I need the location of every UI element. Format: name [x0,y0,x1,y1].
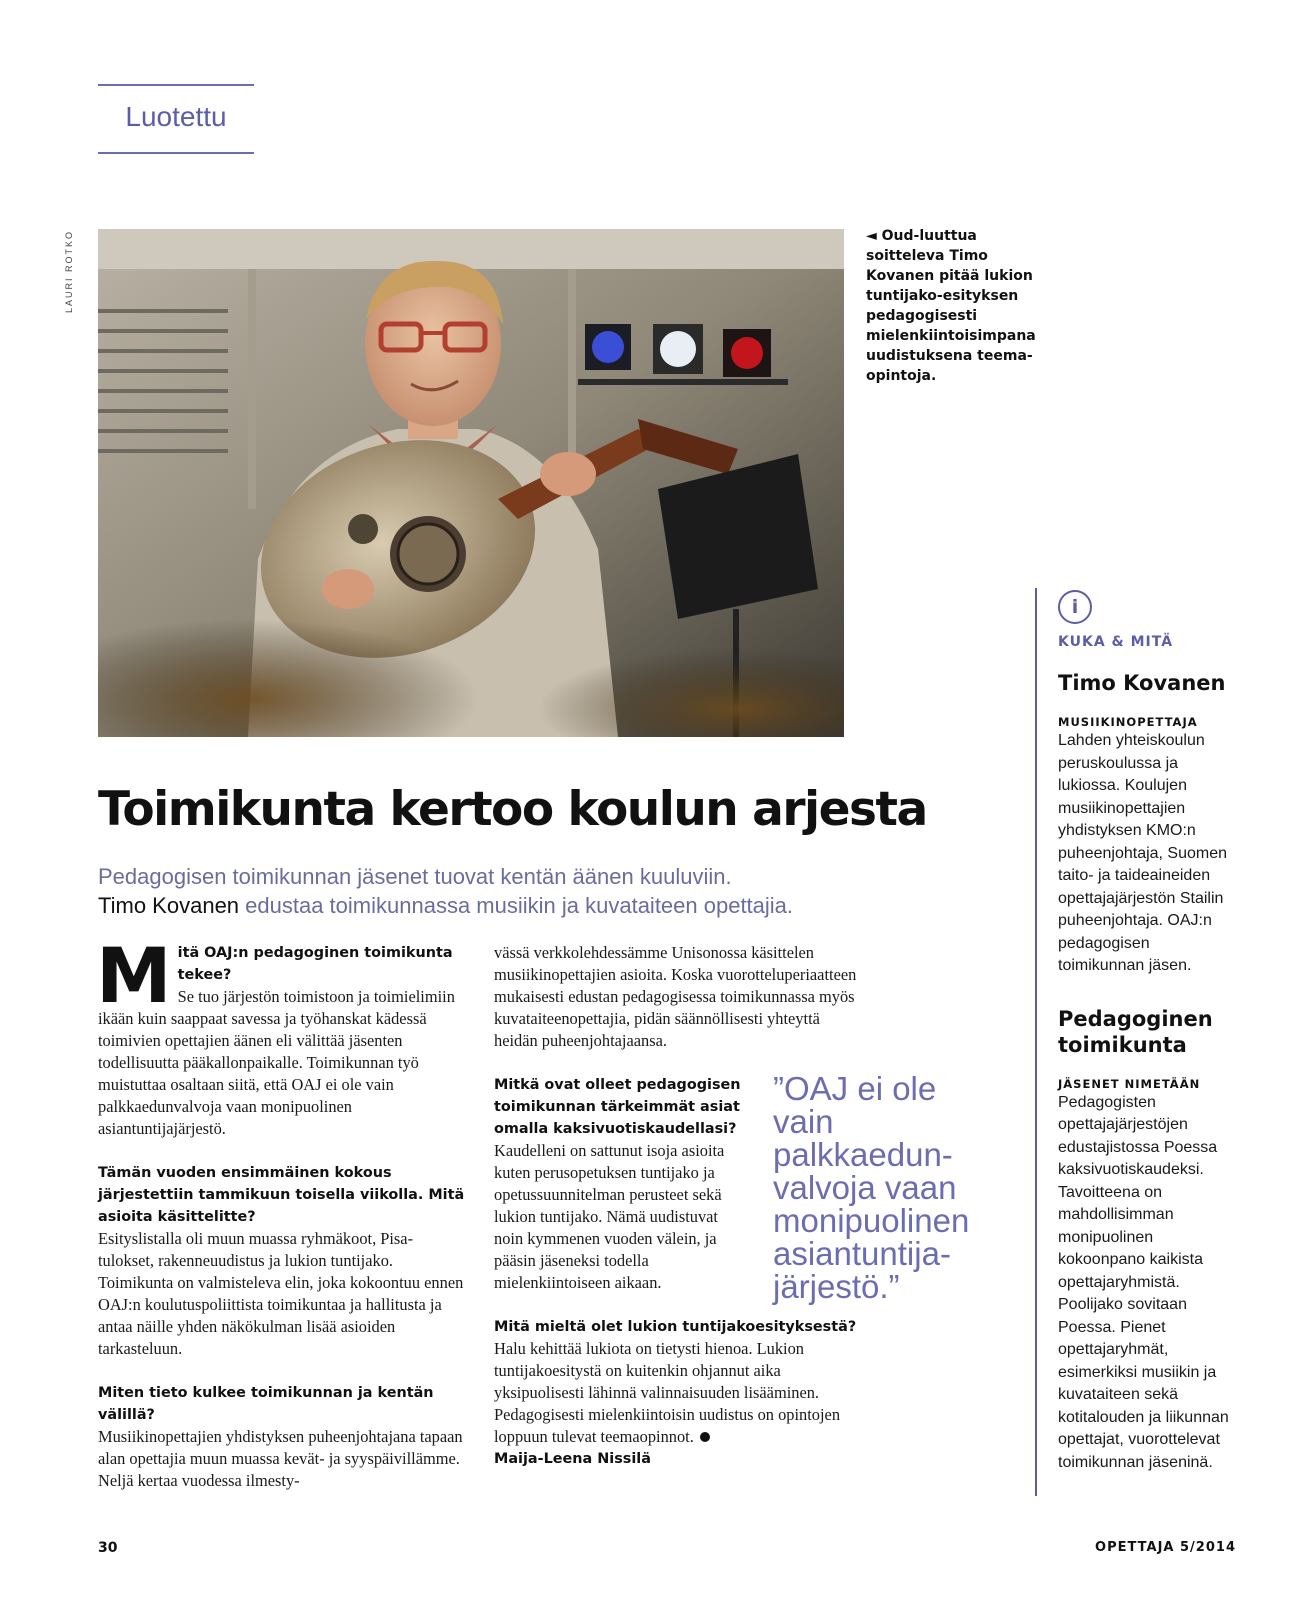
section-label-text: Luotettu [125,101,227,132]
question-3: Miten tieto kulkee toimikunnan ja kentän välillä? [98,1385,434,1423]
photo-caption: ◄ Oud-luuttua soitteleva Timo Kovanen pitää lukion tuntijako-esityksen pedagogisesti mielenkiintoisimpana uudistuksena teema-opintoja. [866,228,1036,384]
lead-line-1: Pedagogisen toimikunnan jäsenet tuovat kentän äänen kuuluviin. [98,864,732,889]
lead-name: Timo Kovanen [98,893,240,918]
sidebar-heading-2: Pedagoginen toimikunta [1058,1006,1213,1057]
answer-3-part-1: Musiikinopettajien yhdistyksen puheenjohtajana tapaan alan opettajia muun muassa kevät- ja syyspäivillämme. Neljä kertaa vuodessa ilmesty- [98,1427,463,1490]
sidebar-role: MUSIIKINOPETTAJA [1058,715,1198,729]
sidebar-subheading-2: JÄSENET NIMETÄÄN [1058,1076,1201,1091]
magazine-issue: OPETTAJA 5/2014 [1095,1540,1236,1555]
section-label [98,84,254,154]
question-1: itä OAJ:n pedagoginen toimikunta tekee? [177,945,453,983]
sidebar-kicker: KUKA & MITÄ [1058,634,1174,650]
info-sidebar [1058,590,1236,1474]
lead-line-2: edustaa toimikunnassa musiikin ja kuvataiteen opettajia. [239,893,794,918]
answer-3-part-2: vässä verkkolehdessämme Unisonossa käsittelen musiikinopettajien asioita. Koska vuorotteluperiaatteen mukaisesti edustan pedagogisessa toimikunnassa myös kuvataiteenopettajia, pidän säännöllisesti yhteyttä heidän puheenjohtajaansa. [494,943,857,1050]
article-column-1 [96,931,466,1492]
answer-5 [494,1338,864,1448]
drop-cap: M [96,931,172,1020]
article-author: Maija-Leena Nissilä [494,1451,651,1467]
sidebar-name: Timo Kovanen [1058,671,1226,695]
photo-credit: LAURI ROTKO [64,230,74,314]
sidebar-role-text: Lahden yhteiskoulun peruskoulussa ja lukiossa. Koulujen musiikinopettajien yhdistyksen KMO:n puheenjohtaja, Suomen taito- ja taideaineiden opettajajärjestön Stailin puheenjohtaja. OAJ:n pedagogisen toimikunnan jäsen. [1058,732,1228,974]
article-photo [98,229,844,737]
answer-4: Kaudelleni on sattunut isoja asioita kuten perusopetuksen tuntijako ja opetussuunnitelman perusteet sekä lukion tuntijako. Nämä uudistuvat noin kymmenen vuoden välein, ja pääsin jäseneksi todella mielenkiintoiseen aikaan. [494,1141,725,1292]
question-4: Mitkä ovat olleet pedagogisen toimikunnan tärkeimmät asiat omalla kaksivuotiskaudellasi? [494,1077,741,1137]
question-5: Mitä mieltä olet lukion tuntijakoesityksestä? [494,1319,857,1335]
pull-quote: ”OAJ ei ole vain palkkaedun-valvoja vaan monipuolinen asiantuntija-järjestö.” [773,1070,970,1305]
answer-1: Se tuo järjestön toimistoon ja toimielimiin ikään kuin saappaat savessa ja työhanskat kädessä toimivien opettajien äänen eli välittää jäsenten todellisuutta pääkallonpaikalle. Toimikunnan työ muistuttaa osaltaan siitä, että OAJ ei ole vain palkkaedunvalvoja vaan monipuolinen asiantuntijajärjestö. [98,987,455,1138]
sidebar-rule [1035,588,1037,1496]
info-icon: i [1058,590,1092,624]
oud-player-illustration [98,229,844,737]
answer-2: Esityslistalla oli muun muassa ryhmäkoot, Pisa-tulokset, rakenneuudistus ja lukion tuntijako. Toimikunta on valmisteleva elin, joka kokoontuu ennen OAJ:n koulutuspoliittista toimikuntaa ja hallitusta ja antaa näille yhden näkökulman lisää asioiden tarkasteluun. [98,1229,464,1358]
sidebar-text-2: Pedagogisten opettajajärjestöjen edustajistossa Poessa kaksivuotiskaudeksi. Tavoitteena on mahdollisimman monipuolinen kokoonpano kaikista opettajaryhmistä. Poolijako sovitaan Poessa. Pienet opettajaryhmät, esimerkiksi musiikin ja kuvataiteen sekä kotitalouden ja liikunnan opettajat, vuorottelevat toimikunnan jäseninä. [1058,1093,1229,1471]
question-2: Tämän vuoden ensimmäinen kokous järjestettiin tammikuun toisella viikolla. Mitä asioita käsittelitte? [98,1165,465,1225]
article-lead [98,862,858,920]
article-title: Toimikunta kertoo koulun arjesta [98,782,927,837]
answer-5-text: Halu kehittää lukiota on tietysti hienoa. Lukion tuntijakoesitystä on kuitenkin ohjannut aika yksipuolisesti lähinnä valinnaisuuden lisääminen. Pedagogisesti mielenkiintoisin uudistus on opintojen loppuun tulevat teemaopinnot. [494,1339,841,1446]
end-bullet-icon [700,1432,710,1442]
page-number: 30 [98,1540,118,1556]
qa-block-1 [96,931,466,1140]
